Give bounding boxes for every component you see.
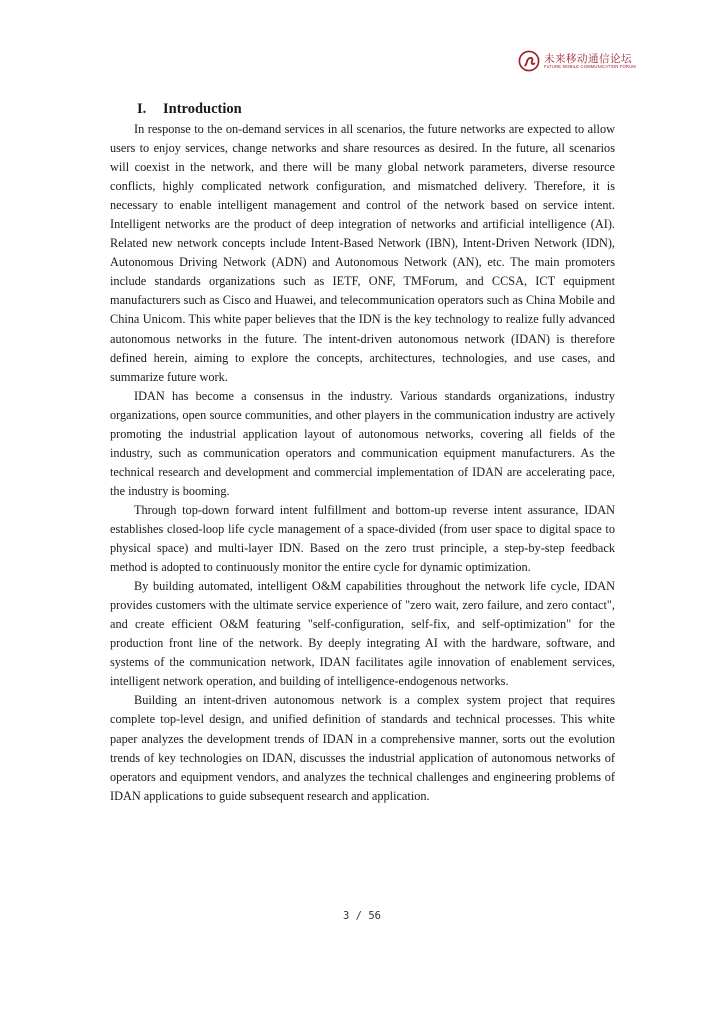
paragraph: Building an intent-driven autonomous network is a complex system project that requires complete top-level design, and unified definition of standards and technical processes. This white paper analyzes the development trends of IDAN in a comprehensive manner, sorts out the evolution trends of key technologies on IDAN, discusses the industrial application of autonomous networks of operators and equipment vendors, and analyzes the technical challenges and engineering problems of IDAN applications to guide subsequent research and application. — [110, 693, 615, 803]
forum-logo-chinese-name: 未来移动通信论坛 — [544, 53, 632, 65]
page-number: 3 / 56 — [343, 910, 381, 922]
paragraph: Through top-down forward intent fulfillment and bottom-up reverse intent assurance, IDAN establishes closed-loop life cycle management of a space-divided (from user space to digital space to physical space) and multi-layer IDN. Based on the zero trust principle, a step-by-step feedback method is adopted to continuously monitor the entire cycle for dynamic optimization. — [110, 502, 615, 575]
section-number: I. — [137, 101, 147, 117]
paragraph: IDAN has become a consensus in the industry. Various standards organizations, industry organizations, open source communities, and other players in the communication industry are actively promoting the industrial application layout of autonomous networks, covering all fields of the industry, such as communication operators and communication equipment manufacturers. As the technical research and development and commercial implementation of IDAN are accelerating pace, the industry is booming. — [110, 388, 615, 498]
section-heading — [137, 101, 242, 118]
section-body — [110, 120, 615, 806]
paragraph: By building automated, intelligent O&M capabilities throughout the network life cycle, IDAN provides customers with the ultimate service experience of "zero wait, zero failure, and zero contact", and create efficient O&M featuring "self-configuration, self-fix, and self-optimization" for the production front line of the network. By deeply integrating AI with the hardware, software, and systems of the communication network, IDAN facilitates agile innovation of enablement services, intelligent network operation, and building of intelligence-endogenous networks. — [110, 579, 615, 689]
section-title: Introduction — [163, 101, 242, 117]
paragraph: In response to the on-demand services in all scenarios, the future networks are expected to allow users to enjoy services, change networks and share resources as desired. In the future, all scenarios will coexist in the network, and there will be many global network parameters, diverse resource conflicts, highly complicated network configuration, and mismatched delivery. Therefore, it is necessary to enable intelligent management and control of the network based on service intent. Intelligent networks are the product of deep integration of networks and artificial intelligence (AI). Related new network concepts include Intent-Based Network (IBN), Intent-Driven Network (IDN), Autonomous Driving Network (ADN) and Autonomous Network (AN), etc. The main promoters include standards organizations such as IETF, ONF, TMForum, and CCSA, ICT equipment manufacturers such as Cisco and Huawei, and telecommunication operators such as China Mobile and China Unicom. This white paper believes that the IDN is the key technology to realize fully advanced autonomous networks in the future. The intent-driven autonomous network (IDAN) is therefore defined herein, aiming to explore the concepts, architectures, technologies, and use cases, and summarize future work. — [110, 122, 615, 384]
forum-logo — [518, 50, 648, 72]
forum-logo-icon — [518, 50, 540, 72]
forum-logo-english-name: FuTURE MOBILE COMMUNICATION FORUM — [544, 64, 636, 69]
